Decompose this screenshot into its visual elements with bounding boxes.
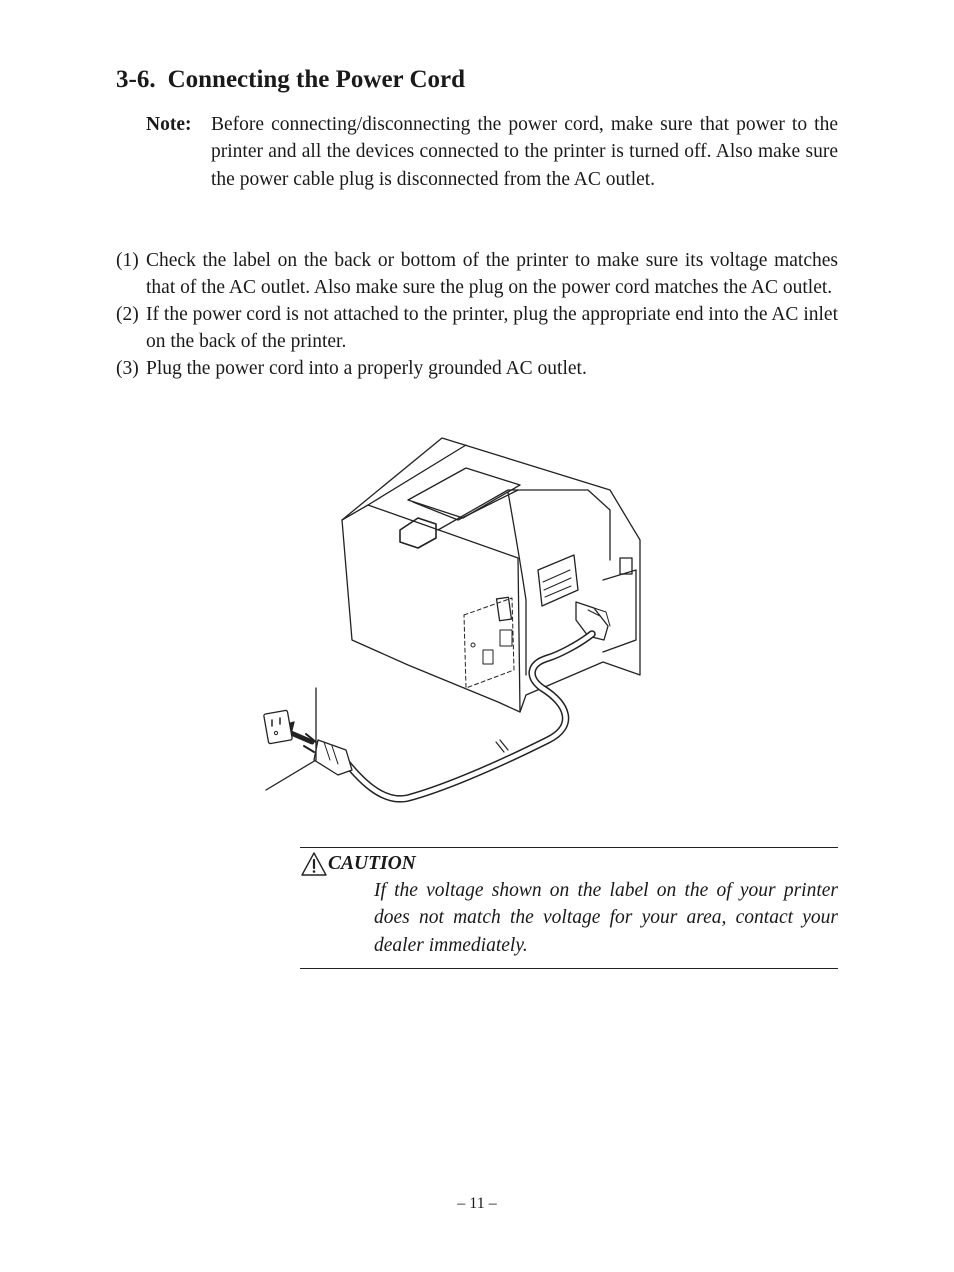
caution-box	[300, 847, 838, 969]
page-number: – 11 –	[457, 1195, 497, 1212]
step-item	[116, 247, 838, 301]
section-title: Connecting the Power Cord	[167, 66, 466, 93]
step-text: If the power cord is not attached to the printer, plug the appropriate end into the AC inlet on the back of the printer.	[146, 304, 838, 352]
note-label: Note:	[146, 114, 192, 135]
section-number: 3-6.	[116, 66, 156, 93]
ac-outlet	[264, 710, 293, 744]
step-list	[116, 247, 838, 382]
step-text: Check the label on the back or bottom of the printer to make sure its voltage matches that of the AC outlet. Also make sure the plug on the power cord matches the AC outlet.	[146, 250, 838, 298]
printer-power-illustration	[258, 430, 658, 810]
caution-title: CAUTION	[328, 853, 416, 874]
step-item	[116, 355, 838, 382]
step-text: Plug the power cord into a properly grounded AC outlet.	[146, 358, 587, 379]
caution-text: If the voltage shown on the label on the of your printer does not match the voltage for your area, contact your dealer immediately.	[374, 880, 838, 956]
step-item	[116, 301, 838, 355]
caution-header	[300, 850, 416, 877]
warning-triangle-icon	[300, 851, 328, 877]
note-text: Before connecting/disconnecting the power cord, make sure that power to the printer and all the devices connected to the printer is turned off. Also make sure the power cable plug is disconnected from the AC outlet.	[211, 114, 838, 190]
section-heading	[116, 66, 465, 94]
step-number: (3)	[116, 358, 139, 379]
note-block	[146, 111, 838, 193]
step-number: (1)	[116, 250, 139, 271]
step-number: (2)	[116, 304, 139, 325]
printer-body	[342, 438, 640, 712]
